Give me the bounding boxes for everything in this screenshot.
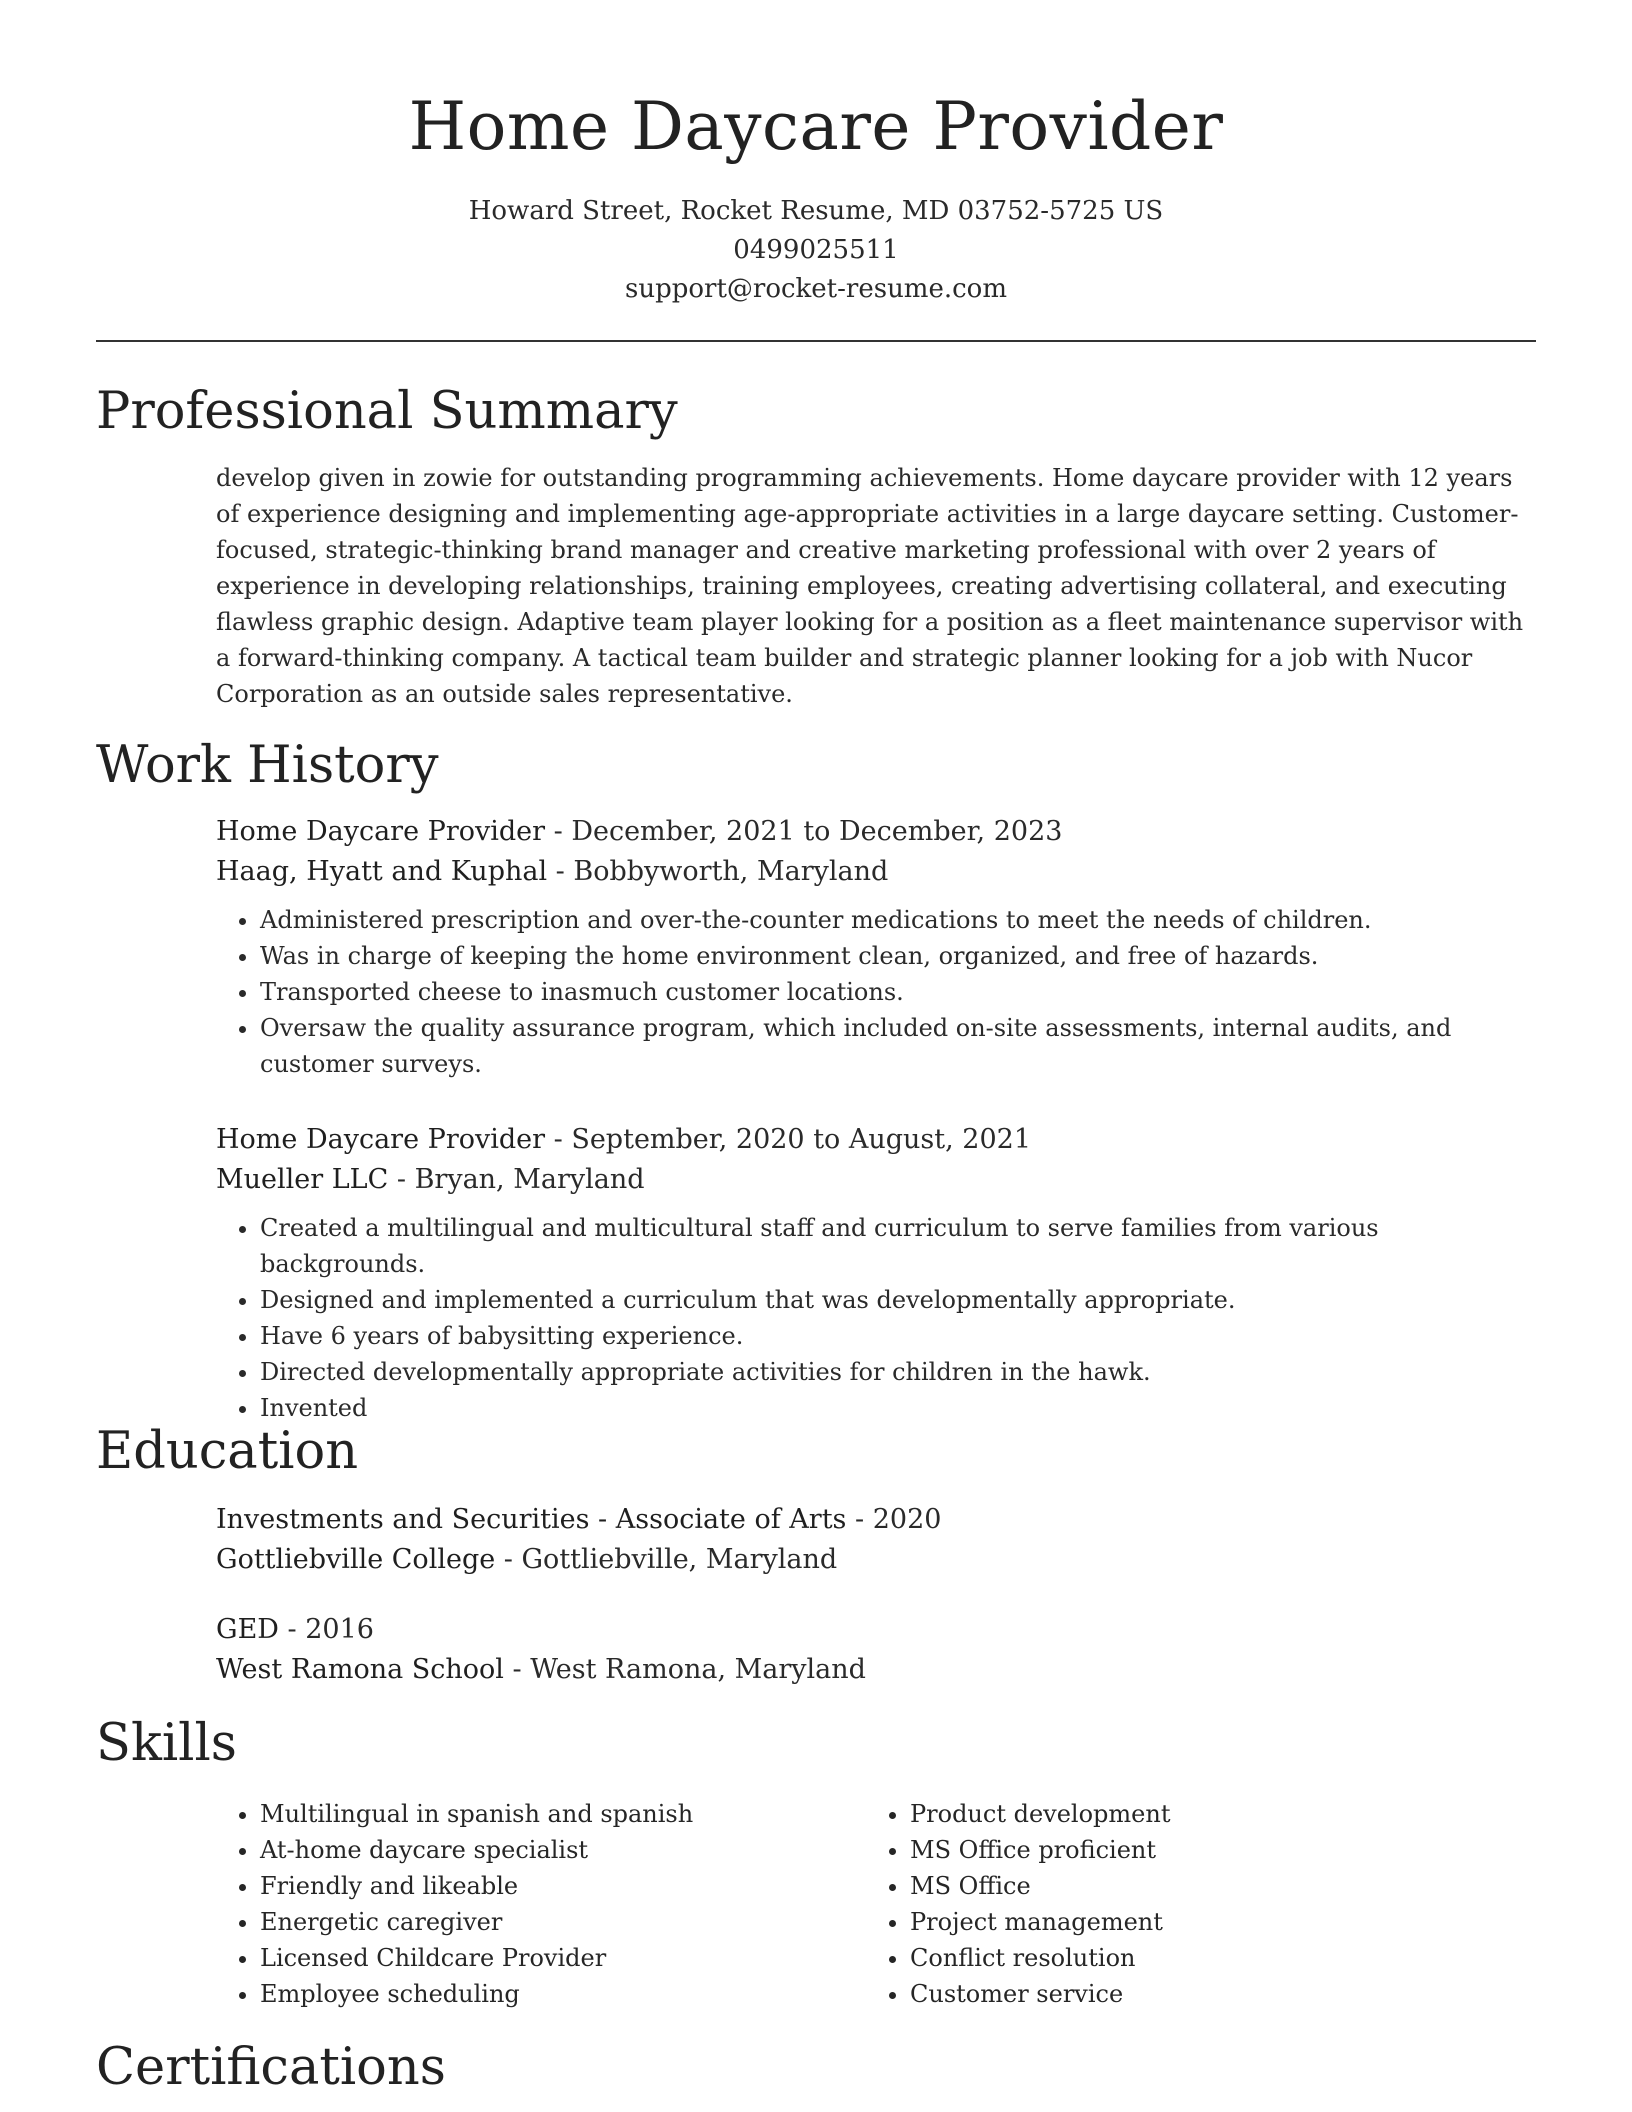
skill-item: • Licensed Childcare Provider bbox=[260, 1940, 866, 1976]
school-line bbox=[216, 1540, 1536, 1580]
education-entry bbox=[216, 1500, 1536, 1580]
email: support@rocket-resume.com bbox=[624, 274, 1007, 304]
job-dates: - September, 2020 to August, 2021 bbox=[545, 1124, 1032, 1155]
graduation-year: - 2020 bbox=[846, 1504, 942, 1535]
job-entry bbox=[216, 812, 1536, 1082]
skill-item: • Employee scheduling bbox=[260, 1976, 866, 2012]
address: Howard Street, Rocket Resume, MD 03752-5725 US bbox=[468, 196, 1164, 226]
phone: 0499025511 bbox=[733, 235, 899, 265]
summary-section bbox=[216, 460, 1536, 712]
list-item: • Oversaw the quality assurance program, which included on-site assessments, internal audits, and customer surveys. bbox=[260, 1010, 1536, 1082]
list-item: • Have 6 years of babysitting experience. bbox=[260, 1318, 1536, 1354]
list-item: • Administered prescription and over-the-counter medications to meet the needs of children. bbox=[260, 902, 1536, 938]
skills-column-left bbox=[216, 1796, 866, 2012]
job-bullets bbox=[216, 1210, 1536, 1426]
company-name: Mueller LLC bbox=[216, 1164, 389, 1195]
education-heading: Education bbox=[96, 1422, 359, 1481]
job-bullets bbox=[216, 902, 1536, 1082]
company-name: Haag, Hyatt and Kuphal bbox=[216, 856, 548, 887]
graduation-year: - 2016 bbox=[278, 1614, 374, 1645]
contact-info bbox=[0, 192, 1632, 309]
job-title-line bbox=[216, 1120, 1536, 1160]
school-name: West Ramona School bbox=[216, 1654, 504, 1685]
degree: GED bbox=[216, 1614, 279, 1645]
summary-text: develop given in zowie for outstanding programming achievements. Home daycare provider with 12 years of experience designing and implementing age-appropriate activities in a large daycare setting. Customer-focused, strategic-thinking brand manager and creative marketing professional with over 2 years of experience in developing relationships, training employees, creating advertising collateral, and executing flawless graphic design. Adaptive team player looking for a position as a fleet maintenance supervisor with a forward-thinking company. A tactical team builder and strategic planner looking for a job with Nucor Corporation as an outside sales representative. bbox=[216, 464, 1524, 708]
job-title: Home Daycare Provider bbox=[216, 816, 546, 847]
skill-item: • Customer service bbox=[910, 1976, 1516, 2012]
list-item: • Was in charge of keeping the home environment clean, organized, and free of hazards. bbox=[260, 938, 1536, 974]
degree-line bbox=[216, 1610, 1536, 1650]
skill-item: • Energetic caregiver bbox=[260, 1904, 866, 1940]
skill-item: • MS Office bbox=[910, 1868, 1516, 1904]
skills-left-list bbox=[216, 1796, 866, 2012]
skills-heading: Skills bbox=[96, 1714, 237, 1773]
school-line bbox=[216, 1650, 1536, 1690]
degree-line bbox=[216, 1500, 1536, 1540]
list-item: • Invented bbox=[260, 1390, 1536, 1426]
skill-item: • Friendly and likeable bbox=[260, 1868, 866, 1904]
candidate-name: Home Daycare Provider bbox=[408, 88, 1224, 165]
skills-column-right bbox=[866, 1796, 1516, 2012]
job-company-line bbox=[216, 1160, 1536, 1200]
school-name: Gottliebville College bbox=[216, 1544, 496, 1575]
list-item: • Transported cheese to inasmuch customer locations. bbox=[260, 974, 1536, 1010]
summary-heading: Professional Summary bbox=[96, 382, 678, 441]
company-location: - Bobbyworth, Maryland bbox=[547, 856, 889, 887]
degree: Investments and Securities - Associate of Arts bbox=[216, 1504, 847, 1535]
list-item: • Directed developmentally appropriate activities for children in the hawk. bbox=[260, 1354, 1536, 1390]
skill-item: • At-home daycare specialist bbox=[260, 1832, 866, 1868]
job-title-line bbox=[216, 812, 1536, 852]
job-entry bbox=[216, 1120, 1536, 1426]
skill-item: • Project management bbox=[910, 1904, 1516, 1940]
certifications-heading: Certifications bbox=[96, 2038, 446, 2097]
header-divider bbox=[96, 340, 1536, 342]
school-location: - West Ramona, Maryland bbox=[503, 1654, 866, 1685]
list-item: • Created a multilingual and multicultural staff and curriculum to serve families from various backgrounds. bbox=[260, 1210, 1536, 1282]
skills-right-list bbox=[866, 1796, 1516, 2012]
school-location: - Gottliebville, Maryland bbox=[495, 1544, 838, 1575]
resume-header bbox=[0, 0, 1632, 309]
skill-item: • Conflict resolution bbox=[910, 1940, 1516, 1976]
skills-list bbox=[216, 1796, 1536, 2012]
company-location: - Bryan, Maryland bbox=[388, 1164, 645, 1195]
list-item: • Designed and implemented a curriculum that was developmentally appropriate. bbox=[260, 1282, 1536, 1318]
skill-item: • MS Office proficient bbox=[910, 1832, 1516, 1868]
job-dates: - December, 2021 to December, 2023 bbox=[545, 816, 1063, 847]
job-title: Home Daycare Provider bbox=[216, 1124, 546, 1155]
education-entry bbox=[216, 1610, 1536, 1690]
work-history-heading: Work History bbox=[96, 736, 439, 795]
job-company-line bbox=[216, 852, 1536, 892]
skill-item: • Product development bbox=[910, 1796, 1516, 1832]
skill-item: • Multilingual in spanish and spanish bbox=[260, 1796, 866, 1832]
